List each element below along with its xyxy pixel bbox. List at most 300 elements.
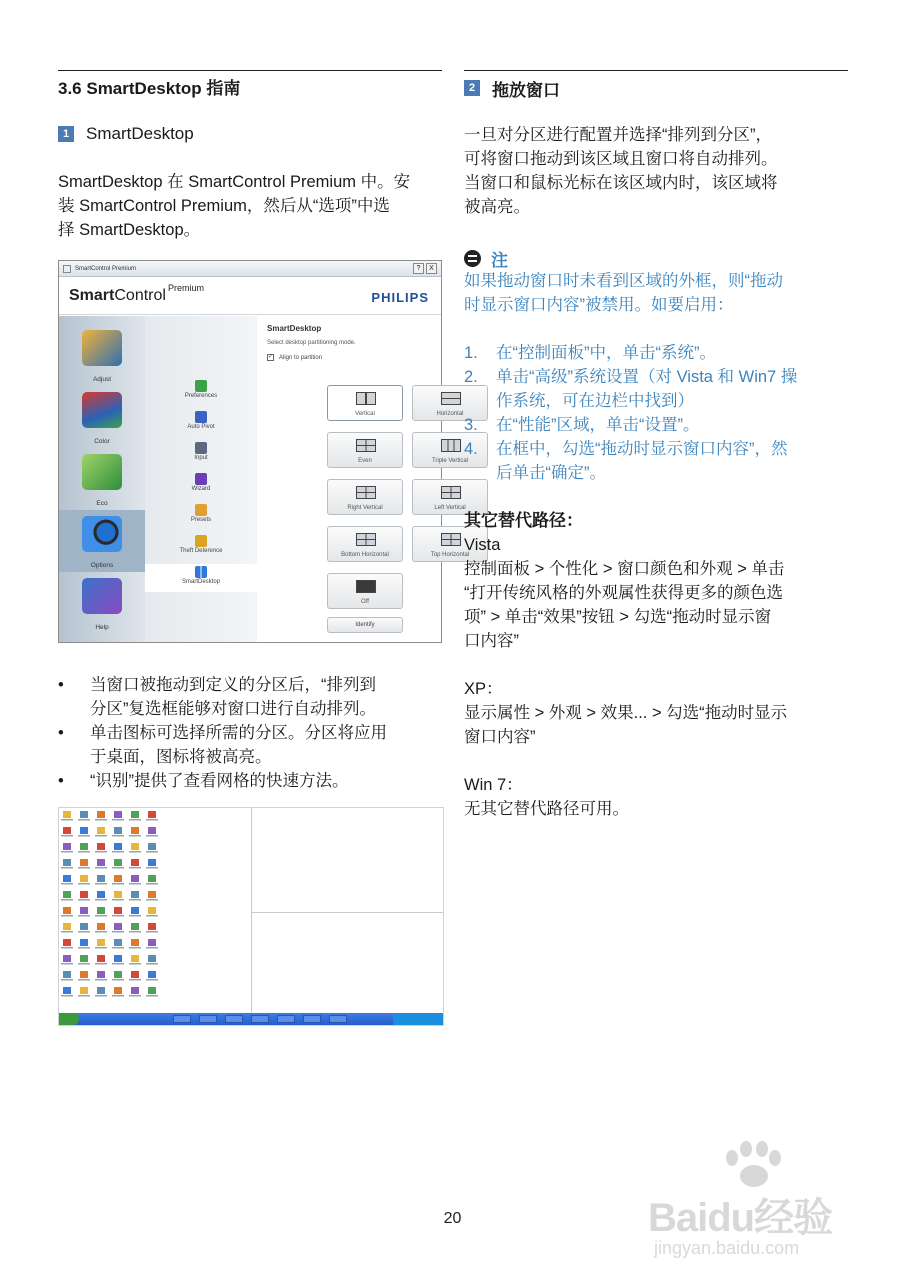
desktop-shortcut-icon[interactable] — [148, 859, 156, 866]
desktop-shortcut-icon[interactable] — [97, 811, 105, 818]
vista-line: 项” > 单击“效果”按钮 > 勾选“拖动时显示窗 — [464, 608, 772, 626]
partition-label: Top Horizontal — [430, 552, 470, 558]
left-column — [58, 70, 470, 790]
desktop-shortcut-icon[interactable] — [114, 859, 122, 866]
desktop-shortcut-label — [129, 931, 141, 933]
off-partition-icon — [356, 580, 376, 593]
sub-label: Theft Deterence — [179, 548, 223, 554]
subsection-2-heading — [464, 77, 848, 99]
feature-bullets — [58, 673, 442, 793]
desktop-shortcut-icon[interactable] — [114, 843, 122, 850]
desktop-shortcut-label — [129, 851, 141, 853]
desktop-shortcut-label — [95, 979, 107, 981]
desktop-shortcut-icon[interactable] — [148, 971, 156, 978]
desktop-shortcut-label — [78, 835, 90, 837]
brand-premium: Premium — [167, 283, 204, 293]
drag-intro-line: 被高亮。 — [464, 198, 530, 216]
desktop-shortcut-label — [146, 979, 158, 981]
desktop-shortcut-icon[interactable] — [131, 907, 139, 914]
align-label: Align to partition — [279, 354, 323, 361]
desktop-shortcut-label — [112, 931, 124, 933]
identify-button[interactable]: Identify — [327, 617, 403, 633]
bottom-horizontal-partition-icon — [356, 533, 376, 546]
desktop-shortcut-label — [61, 947, 73, 949]
triple-vertical-partition-icon — [441, 439, 461, 452]
desktop-shortcut-icon[interactable] — [131, 891, 139, 898]
smartcontrol-window — [58, 260, 470, 643]
panel-description: Select desktop partitioning mode. — [267, 340, 356, 346]
desktop-shortcut-label — [95, 883, 107, 885]
desktop-shortcut-icon[interactable] — [63, 875, 71, 882]
partition-label: Triple Vertical — [431, 458, 469, 464]
desktop-shortcut-icon[interactable] — [131, 875, 139, 882]
desktop-shortcut-label — [78, 883, 90, 885]
sub-label: Input — [194, 455, 208, 461]
desktop-shortcut-icon[interactable] — [114, 955, 122, 962]
top-horizontal-partition-icon — [441, 533, 461, 546]
bullet-item — [58, 721, 442, 769]
vertical-partition-icon — [356, 392, 376, 405]
baidu-watermark — [648, 1140, 858, 1270]
desktop-shortcut-icon[interactable] — [148, 955, 156, 962]
win7-line: 无其它替代路径可用。 — [464, 800, 629, 818]
step-item — [464, 365, 848, 413]
desktop-shortcut-label — [95, 899, 107, 901]
taskbar-item[interactable] — [329, 1015, 347, 1023]
desktop-shortcut-icon[interactable] — [114, 907, 122, 914]
page-number: 20 — [443, 1210, 462, 1227]
desktop-shortcut-icon[interactable] — [114, 827, 122, 834]
desktop-shortcut-icon[interactable] — [80, 939, 88, 946]
desktop-shortcut-icon[interactable] — [148, 843, 156, 850]
sub-theft-deterence[interactable] — [145, 533, 257, 561]
desktop-shortcut-icon[interactable] — [63, 923, 71, 930]
desktop-shortcut-icon[interactable] — [80, 811, 88, 818]
desktop-shortcut-label — [95, 963, 107, 965]
partition-even-button[interactable] — [327, 432, 403, 468]
desktop-shortcut-icon[interactable] — [97, 827, 105, 834]
desktop-shortcut-icon[interactable] — [63, 891, 71, 898]
desktop-shortcut-label — [95, 819, 107, 821]
desktop-shortcut-label — [95, 835, 107, 837]
bullet-item — [58, 769, 442, 793]
desktop-shortcut-label — [129, 963, 141, 965]
main-nav — [59, 316, 145, 642]
desktop-shortcut-icon[interactable] — [80, 955, 88, 962]
desktop-shortcut-icon[interactable] — [80, 875, 88, 882]
desktop-shortcut-icon[interactable] — [114, 811, 122, 818]
step-line: 后单击“确定”。 — [496, 464, 606, 482]
step-line: 在框中，勾选“拖动时显示窗口内容”，然 — [496, 440, 788, 458]
note-heading — [464, 247, 848, 269]
desktop-shortcut-label — [78, 915, 90, 917]
desktop-shortcut-icon[interactable] — [148, 907, 156, 914]
desktop-shortcut-icon[interactable] — [97, 923, 105, 930]
partition-label: Off — [361, 599, 369, 605]
step-number: 3. — [464, 416, 478, 434]
desktop-shortcut-icon[interactable] — [80, 907, 88, 914]
note-line: 如果拖动窗口时未看到区域的外框，则“拖动 — [464, 272, 783, 290]
start-button[interactable] — [59, 1013, 79, 1025]
vista-line: 口内容” — [464, 632, 519, 650]
desktop-icon-grid — [59, 808, 169, 1008]
step-line: 单击“高级”系统设置（对 Vista 和 Win7 操 — [496, 368, 798, 386]
desktop-shortcut-label — [61, 979, 73, 981]
desktop-shortcut-icon[interactable] — [148, 939, 156, 946]
desktop-shortcut-label — [146, 883, 158, 885]
desktop-shortcut-icon[interactable] — [80, 843, 88, 850]
desktop-shortcut-icon[interactable] — [97, 875, 105, 882]
nav-color[interactable] — [59, 386, 145, 448]
desktop-shortcut-icon[interactable] — [131, 811, 139, 818]
desktop-shortcut-icon[interactable] — [97, 971, 105, 978]
even-partition-icon — [356, 439, 376, 452]
nav-label: Adjust — [92, 376, 112, 383]
desktop-shortcut-icon[interactable] — [80, 891, 88, 898]
desktop-shortcut-label — [129, 915, 141, 917]
step-number: 1. — [464, 344, 478, 362]
bullet-line: • 单击图标可选择所需的分区。分区将应用 — [90, 724, 387, 742]
bullet-line: 分区”复选框能够对窗口进行自动排列。 — [90, 700, 376, 718]
desktop-shortcut-label — [61, 835, 73, 837]
subsection-1-heading — [58, 123, 442, 145]
watermark-url: jingyan.baidu.com — [654, 1238, 800, 1258]
desktop-shortcut-icon[interactable] — [97, 907, 105, 914]
desktop-shortcut-label — [146, 963, 158, 965]
desktop-shortcut-icon[interactable] — [131, 987, 139, 994]
nav-help[interactable] — [59, 572, 145, 634]
desktop-shortcut-label — [129, 947, 141, 949]
help-question-icon — [82, 578, 122, 614]
partition-right-vertical-button[interactable] — [327, 479, 403, 515]
taskbar-item[interactable] — [225, 1015, 243, 1023]
desktop-shortcut-icon[interactable] — [63, 955, 71, 962]
app-header — [59, 277, 441, 315]
desktop-shortcut-icon[interactable] — [131, 955, 139, 962]
nav-options[interactable] — [59, 510, 145, 572]
desktop-shortcut-icon[interactable] — [148, 827, 156, 834]
desktop-shortcut-label — [129, 883, 141, 885]
partition-off-button[interactable] — [327, 573, 403, 609]
step-line: 作系统，可在边栏中找到） — [496, 392, 694, 410]
desktop-shortcut-icon[interactable] — [80, 971, 88, 978]
sub-label: Auto Pivot — [187, 424, 215, 430]
bullet-line: 于桌面，图标将被高亮。 — [90, 748, 272, 766]
desktop-shortcut-icon[interactable] — [148, 875, 156, 882]
options-gear-icon — [82, 516, 122, 552]
nav-label: Color — [94, 438, 110, 445]
xp-label: XP： — [464, 680, 503, 698]
desktop-shortcut-label — [78, 979, 90, 981]
desktop-shortcut-label — [146, 931, 158, 933]
desktop-shortcut-label — [112, 835, 124, 837]
section-title: 3.6 SmartDesktop 指南 — [58, 79, 241, 98]
desktop-shortcut-label — [112, 899, 124, 901]
desktop-shortcut-icon[interactable] — [148, 987, 156, 994]
desktop-shortcut-label — [61, 899, 73, 901]
app-body — [59, 316, 470, 642]
desktop-shortcut-label — [61, 883, 73, 885]
number-badge-2: 2 — [464, 80, 480, 96]
taskbar-item[interactable] — [251, 1015, 269, 1023]
desktop-shortcut-label — [112, 883, 124, 885]
partition-divider-horizontal — [251, 912, 443, 913]
desktop-shortcut-icon[interactable] — [114, 891, 122, 898]
desktop-shortcut-label — [78, 963, 90, 965]
note-label: 注 — [491, 250, 508, 270]
desktop-shortcut-label — [78, 947, 90, 949]
nav-label: Options — [90, 562, 114, 569]
desktop-shortcut-icon[interactable] — [63, 907, 71, 914]
partition-vertical-button[interactable] — [327, 385, 403, 421]
taskbar-item[interactable] — [277, 1015, 295, 1023]
desktop-shortcut-label — [129, 979, 141, 981]
xp-line: 窗口内容” — [464, 728, 536, 746]
step-line: 在“性能”区域，单击“设置”。 — [496, 416, 700, 434]
desktop-shortcut-label — [112, 851, 124, 853]
sub-label: Wizard — [191, 486, 211, 492]
watermark-brand: Baidu经验 — [648, 1196, 833, 1240]
desktop-shortcut-label — [112, 947, 124, 949]
system-tray — [393, 1013, 443, 1025]
desktop-shortcut-label — [129, 899, 141, 901]
paw-logo-icon — [718, 1140, 788, 1190]
desktop-shortcut-icon[interactable] — [63, 843, 71, 850]
win7-label: Win 7： — [464, 776, 523, 794]
desktop-shortcut-icon[interactable] — [131, 843, 139, 850]
taskbar-item[interactable] — [199, 1015, 217, 1023]
desktop-shortcut-icon[interactable] — [63, 811, 71, 818]
brand-smart: Smart — [69, 287, 115, 304]
eco-leaf-icon — [82, 454, 122, 490]
desktop-shortcut-label — [129, 995, 141, 997]
desktop-shortcut-icon[interactable] — [148, 811, 156, 818]
desktop-shortcut-label — [95, 851, 107, 853]
window-titlebar — [59, 261, 441, 277]
horizontal-partition-icon — [441, 392, 461, 405]
desktop-shortcut-icon[interactable] — [148, 891, 156, 898]
drag-intro-paragraph — [464, 123, 848, 219]
intro-line: 装 SmartControl Premium，然后从“选项”中选 — [58, 197, 390, 215]
desktop-shortcut-label — [61, 963, 73, 965]
desktop-shortcut-icon[interactable] — [63, 971, 71, 978]
step-item — [464, 413, 848, 437]
panel-title: SmartDesktop — [267, 324, 322, 333]
desktop-shortcut-label — [112, 915, 124, 917]
sub-preferences[interactable] — [145, 378, 257, 406]
desktop-screenshot — [58, 807, 444, 1026]
drag-intro-line: 一旦对分区进行配置并选择“排列到分区”， — [464, 126, 772, 144]
step-number: 4. — [464, 440, 478, 458]
desktop-shortcut-label — [61, 867, 73, 869]
vista-label: Vista — [464, 536, 501, 554]
desktop-shortcut-icon[interactable] — [97, 955, 105, 962]
desktop-shortcut-icon[interactable] — [131, 939, 139, 946]
brand-control: Control — [114, 287, 166, 304]
desktop-shortcut-icon[interactable] — [80, 827, 88, 834]
xp-paragraph — [464, 701, 848, 749]
desktop-shortcut-label — [129, 819, 141, 821]
drag-intro-line: 当窗口和鼠标光标在该区域内时，该区域将 — [464, 174, 778, 192]
desktop-shortcut-label — [146, 995, 158, 997]
left-vertical-partition-icon — [441, 486, 461, 499]
philips-logo: PHILIPS — [371, 290, 429, 305]
desktop-shortcut-icon[interactable] — [114, 923, 122, 930]
desktop-shortcut-icon[interactable] — [63, 987, 71, 994]
close-button[interactable]: X — [426, 263, 437, 274]
window-title: SmartControl Premium — [75, 266, 137, 272]
partition-label: Right Vertical — [347, 505, 383, 511]
desktop-shortcut-icon[interactable] — [131, 827, 139, 834]
smartdesktop-panel — [257, 316, 470, 642]
checkbox-check-icon: ✓ — [268, 354, 274, 360]
intro-paragraph — [58, 170, 442, 242]
presets-icon — [195, 504, 207, 516]
desktop-shortcut-icon[interactable] — [80, 859, 88, 866]
desktop-shortcut-icon[interactable] — [114, 939, 122, 946]
sub-label: SmartDesktop — [181, 579, 220, 585]
right-top-rule — [464, 70, 848, 71]
right-vertical-partition-icon — [356, 486, 376, 499]
desktop-shortcut-icon[interactable] — [131, 859, 139, 866]
desktop-shortcut-label — [61, 931, 73, 933]
nav-label: Help — [95, 624, 109, 631]
number-badge-1: 1 — [58, 126, 74, 142]
auto-pivot-icon — [195, 411, 207, 423]
desktop-shortcut-label — [78, 931, 90, 933]
desktop-shortcut-label — [146, 899, 158, 901]
desktop-shortcut-label — [112, 867, 124, 869]
note-paragraph — [464, 269, 848, 317]
vista-line: 控制面板 > 个性化 > 窗口颜色和外观 > 单击 — [464, 560, 785, 578]
desktop-shortcut-icon[interactable] — [63, 859, 71, 866]
taskbar-item[interactable] — [173, 1015, 191, 1023]
xp-line: 显示属性 > 外观 > 效果... > 勾选“拖动时显示 — [464, 704, 788, 722]
help-button[interactable]: ? — [413, 263, 424, 274]
note-icon — [464, 250, 481, 267]
desktop-shortcut-icon[interactable] — [114, 971, 122, 978]
preferences-icon — [195, 380, 207, 392]
partition-bottom-horizontal-button[interactable] — [327, 526, 403, 562]
align-to-partition-checkbox[interactable] — [267, 354, 322, 361]
sub-label: Presets — [190, 517, 212, 523]
bullet-line: • “识别”提供了查看网格的快速方法。 — [90, 772, 349, 790]
desktop-shortcut-icon[interactable] — [63, 939, 71, 946]
desktop-shortcut-icon[interactable] — [97, 939, 105, 946]
desktop-shortcut-label — [129, 835, 141, 837]
partition-label: Even — [358, 458, 372, 464]
sub-smartdesktop[interactable] — [145, 564, 257, 592]
partition-label: Vertical — [355, 411, 375, 417]
desktop-shortcut-icon[interactable] — [80, 923, 88, 930]
partition-label: Horizontal — [436, 411, 464, 417]
desktop-shortcut-label — [95, 931, 107, 933]
adjust-icon — [82, 330, 122, 366]
options-submenu — [145, 316, 257, 642]
sub-auto-pivot[interactable] — [145, 409, 257, 437]
desktop-shortcut-label — [61, 851, 73, 853]
right-column — [464, 70, 848, 821]
desktop-shortcut-icon[interactable] — [148, 923, 156, 930]
desktop-shortcut-label — [129, 867, 141, 869]
desktop-shortcut-icon[interactable] — [63, 827, 71, 834]
desktop-shortcut-label — [146, 947, 158, 949]
nav-eco[interactable] — [59, 448, 145, 510]
sub-label: Preferences — [184, 393, 218, 399]
desktop-shortcut-icon[interactable] — [131, 971, 139, 978]
desktop-shortcut-icon[interactable] — [97, 987, 105, 994]
lock-icon — [195, 535, 207, 547]
desktop-shortcut-label — [78, 819, 90, 821]
desktop-shortcut-label — [95, 867, 107, 869]
drag-intro-line: 可将窗口拖动到该区域且窗口将自动排列。 — [464, 150, 778, 168]
desktop-shortcut-icon[interactable] — [131, 923, 139, 930]
taskbar-item[interactable] — [303, 1015, 321, 1023]
desktop-shortcut-label — [61, 915, 73, 917]
desktop-shortcut-label — [61, 819, 73, 821]
vista-line: “打开传统风格的外观属性获得更多的颜色选 — [464, 584, 783, 602]
desktop-shortcut-icon[interactable] — [97, 859, 105, 866]
desktop-shortcut-label — [146, 819, 158, 821]
wizard-icon — [195, 473, 207, 485]
enable-steps-list — [464, 341, 848, 485]
intro-line: 择 SmartDesktop。 — [58, 221, 201, 239]
app-brand — [69, 283, 204, 305]
subsection-2-title: 拖放窗口 — [492, 80, 560, 100]
step-line: 在“控制面板”中，单击“系统”。 — [496, 344, 716, 362]
desktop-shortcut-label — [95, 995, 107, 997]
step-number: 2. — [464, 368, 478, 386]
desktop-shortcut-icon[interactable] — [97, 843, 105, 850]
partition-label: Left Vertical — [434, 505, 466, 511]
subsection-1-title: SmartDesktop — [86, 124, 194, 143]
desktop-shortcut-label — [95, 915, 107, 917]
desktop-shortcut-label — [78, 867, 90, 869]
desktop-shortcut-label — [146, 851, 158, 853]
color-icon — [82, 392, 122, 428]
titlebar-buttons — [413, 263, 437, 274]
sub-input[interactable] — [145, 440, 257, 468]
note-line: 时显示窗口内容”被禁用。如要启用： — [464, 296, 734, 314]
desktop-shortcut-icon[interactable] — [80, 987, 88, 994]
nav-label: Eco — [96, 500, 108, 507]
desktop-shortcut-label — [78, 899, 90, 901]
nav-adjust[interactable] — [59, 324, 145, 386]
desktop-shortcut-label — [112, 979, 124, 981]
desktop-shortcut-label — [146, 835, 158, 837]
desktop-shortcut-label — [112, 995, 124, 997]
desktop-shortcut-label — [78, 995, 90, 997]
desktop-shortcut-label — [112, 819, 124, 821]
step-item — [464, 437, 848, 485]
desktop-shortcut-label — [78, 851, 90, 853]
desktop-shortcut-label — [146, 915, 158, 917]
desktop-shortcut-icon[interactable] — [97, 891, 105, 898]
left-top-rule — [58, 70, 442, 71]
sub-wizard[interactable] — [145, 471, 257, 499]
alternative-paths-heading: 其它替代路径： — [464, 511, 583, 530]
desktop-shortcut-label — [146, 867, 158, 869]
sub-presets[interactable] — [145, 502, 257, 530]
bullet-line: • 当窗口被拖动到定义的分区后，“排列到 — [90, 676, 376, 694]
app-icon — [63, 265, 71, 273]
desktop-shortcut-label — [61, 995, 73, 997]
partition-label: Bottom Horizontal — [341, 552, 389, 558]
desktop-shortcut-icon[interactable] — [114, 987, 122, 994]
bullet-item — [58, 673, 442, 721]
desktop-shortcut-icon[interactable] — [114, 875, 122, 882]
smartdesktop-icon — [195, 566, 207, 578]
